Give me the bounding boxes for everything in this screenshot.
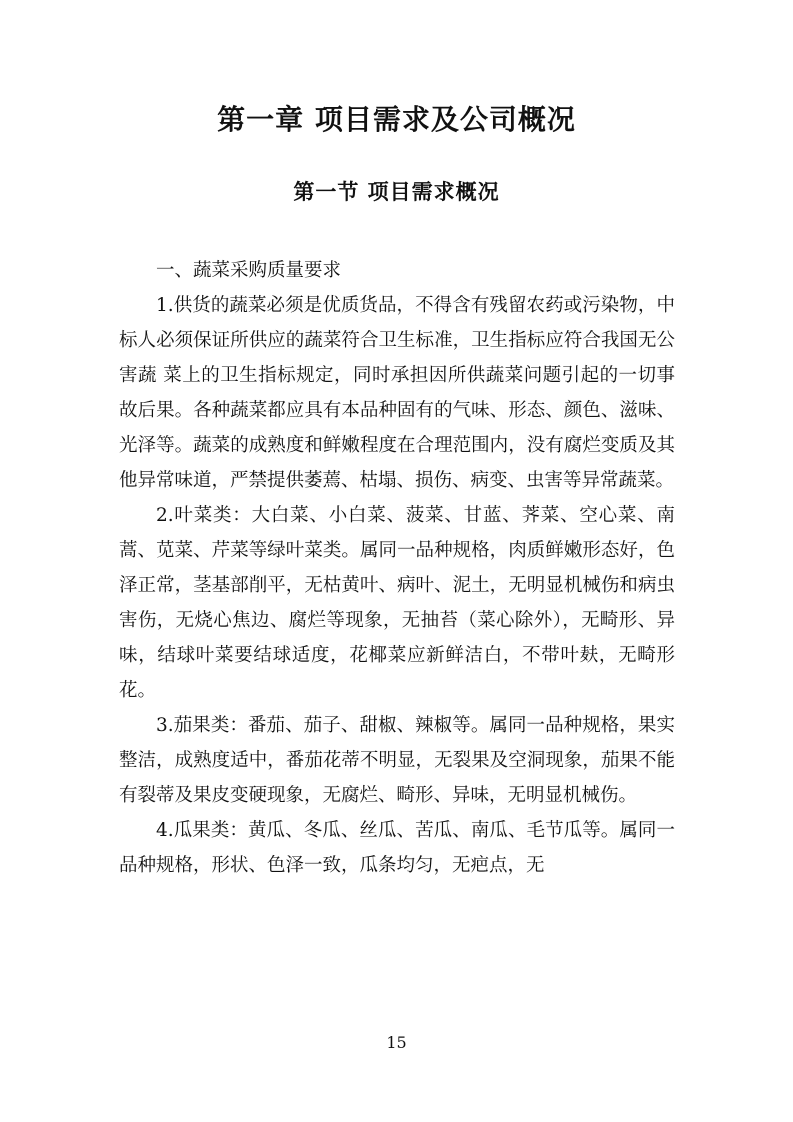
subheading-vegetable-quality: 一、蔬菜采购质量要求 xyxy=(156,260,342,281)
paragraph-gourds: 4.瓜果类：黄瓜、冬瓜、丝瓜、苦瓜、南瓜、毛节瓜等。属同一品种规格，形状、色泽一致，瓜条均匀，无疤点，无 xyxy=(119,820,675,876)
chapter-title: 第一章 项目需求及公司概况 xyxy=(217,103,576,136)
paragraph-leafy-vegetables: 2.叶菜类：大白菜、小白菜、菠菜、甘蓝、荠菜、空心菜、南蒿、苋菜、芹菜等绿叶菜类。属同一品种规格，肉质鲜嫩形态好，色泽正常，茎基部削平，无枯黄叶、病叶、泥土，无明显机械伤和病虫害伤，无烧心焦边、腐烂等现象，无抽苔（菜心除外），无畸形、异味，结球叶菜要结球适度，花椰菜应新鲜洁白，不带叶麸，无畸形花。 xyxy=(119,505,675,701)
paragraph-solanaceous-fruits: 3.茄果类：番茄、茄子、甜椒、辣椒等。属同一品种规格，果实整洁，成熟度适中，番茄花蒂不明显，无裂果及空洞现象，茄果不能有裂蒂及果皮变硬现象，无腐烂、畸形、异味，无明显机械伤。 xyxy=(119,715,675,806)
section-title: 第一节 项目需求概况 xyxy=(293,180,500,204)
page-number: 15 xyxy=(386,1033,407,1052)
document-body xyxy=(119,253,675,883)
paragraph-general-requirements: 1.供货的蔬菜必须是优质货品，不得含有残留农药或污染物，中标人必须保证所供应的蔬菜符合卫生标准，卫生指标应符合我国无公害蔬 菜上的卫生指标规定，同时承担因所供蔬菜问题引起的一切事故后果。各种蔬菜都应具有本品种固有的气味、形态、颜色、滋味、光泽等。蔬菜的成熟度和鲜嫩程度在合理范围内，没有腐烂变质及其他异常味道，严禁提供萎蔫、枯塌、损伤、病变、虫害等异常蔬菜。 xyxy=(119,295,675,491)
